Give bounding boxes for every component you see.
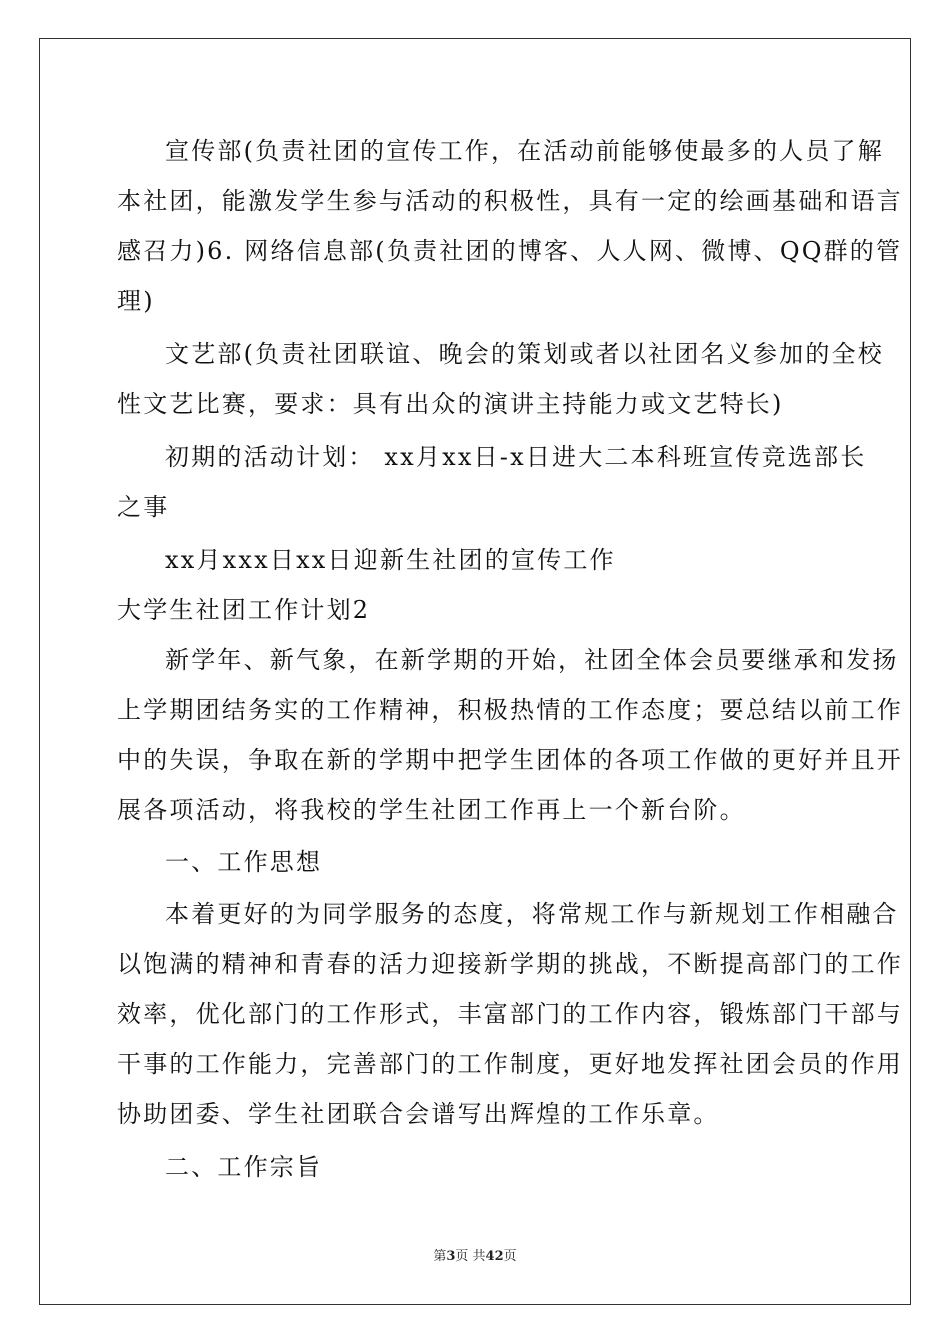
total-pages-number: 42: [485, 1249, 504, 1264]
paragraph-line: 之事: [117, 493, 170, 521]
footer-suffix: 页: [503, 1249, 517, 1264]
section-heading: 大学生社团工作计划2: [117, 596, 371, 624]
paragraph-line: 文艺部(负责社团联谊、晚会的策划或者以社团名义参加的全校: [165, 340, 884, 368]
footer-prefix: 第: [433, 1249, 447, 1264]
paragraph-line: 本着更好的为同学服务的态度，将常规工作与新规划工作相融合: [165, 900, 899, 928]
paragraph-line: 协助团委、学生社团联合会谱写出辉煌的工作乐章。: [117, 1100, 720, 1128]
paragraph-line: 效率，优化部门的工作形式，丰富部门的工作内容，锻炼部门干部与: [117, 1000, 903, 1028]
section-heading: 二、工作宗旨: [165, 1153, 323, 1181]
paragraph-line: xx月xxx日xx日迎新生社团的宣传工作: [165, 546, 616, 574]
paragraph-line: 干事的工作能力，完善部门的工作制度，更好地发挥社团会员的作用: [117, 1050, 903, 1078]
paragraph-line: 宣传部(负责社团的宣传工作，在活动前能够使最多的人员了解: [165, 137, 884, 165]
page-footer: [0, 1248, 950, 1266]
paragraph-line: 新学年、新气象，在新学期的开始，社团全体会员要继承和发扬: [165, 646, 899, 674]
section-heading: 一、工作思想: [165, 848, 323, 876]
paragraph-line: 展各项活动，将我校的学生社团工作再上一个新台阶。: [117, 796, 746, 824]
document-body: [117, 126, 903, 1192]
paragraph-line: 性文艺比赛，要求：具有出众的演讲主持能力或文艺特长): [117, 390, 784, 418]
footer-middle: 页 共: [455, 1249, 486, 1264]
paragraph-line: 中的失误，争取在新的学期中把学生团体的各项工作做的更好并且开: [117, 746, 903, 774]
paragraph-line: 初期的活动计划： xx月xx日-x日进大二本科班宣传竞选部长: [165, 443, 867, 471]
paragraph-line: 本社团，能激发学生参与活动的积极性，具有一定的绘画基础和语言: [117, 187, 903, 215]
paragraph-line: 以饱满的精神和青春的活力迎接新学期的挑战，不断提高部门的工作: [117, 950, 903, 978]
paragraph-line: 理): [117, 287, 155, 315]
current-page-number: 3: [446, 1249, 456, 1264]
paragraph-line: 上学期团结务实的工作精神，积极热情的工作态度；要总结以前工作: [117, 696, 903, 724]
paragraph-line: 感召力)6. 网络信息部(负责社团的博客、人人网、微博、QQ群的管: [117, 237, 903, 265]
